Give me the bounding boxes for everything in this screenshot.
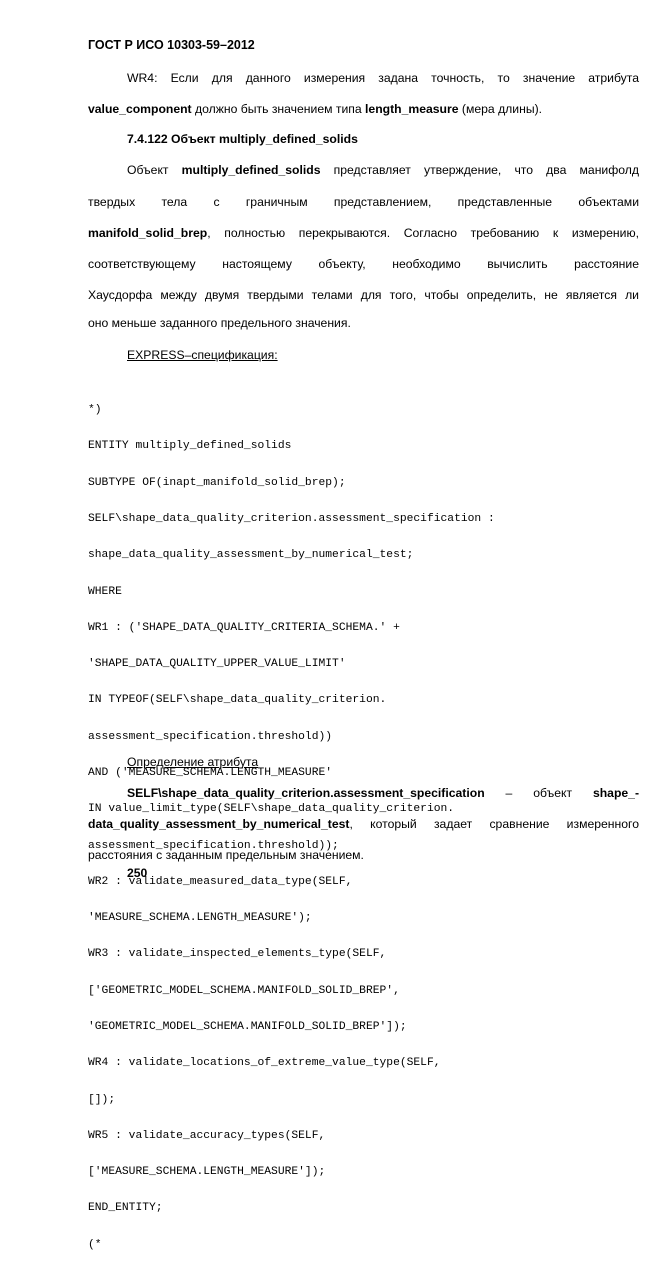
para-text: , полностью перекрываются. Согласно требованию к измерению,	[207, 226, 639, 240]
code-line: IN value_limit_type(SELF\shape_data_quality_criterion.	[88, 803, 455, 816]
code-line: WHERE	[88, 585, 122, 598]
code-line: SUBTYPE OF(inapt_manifold_solid_brep);	[88, 476, 346, 489]
code-line: []);	[88, 1093, 116, 1106]
code-line: WR5 : validate_accuracy_types(SELF,	[88, 1129, 326, 1142]
manifold-solid-brep-term: manifold_solid_brep	[88, 226, 208, 240]
code-line: SELF\shape_data_quality_criterion.assessment_specification :	[88, 513, 495, 526]
section-title: 7.4.122 Объект multiply_defined_solids	[127, 132, 358, 146]
para-line-3	[88, 226, 639, 240]
wr4-text: должно быть значением типа	[191, 102, 366, 116]
code-line: assessment_specification.threshold))	[88, 730, 333, 743]
shape-term-part1: shape_-	[592, 786, 639, 800]
multiply-defined-solids-term: multiply_defined_solids	[181, 163, 321, 177]
code-line: ['MEASURE_SCHEMA.LENGTH_MEASURE']);	[88, 1166, 326, 1179]
page-number: 250	[127, 866, 148, 880]
para-text: представляет утверждение, что два манифолд	[320, 163, 639, 177]
length-measure-term: length_measure	[365, 102, 459, 116]
code-line: shape_data_quality_assessment_by_numerical_test;	[88, 549, 414, 562]
attr-line-1	[127, 786, 639, 800]
code-line: AND ('MEASURE_SCHEMA.LENGTH_MEASURE'	[88, 767, 333, 779]
wr4-line-1: WR4: Если для данного измерения задана точность, то значение атрибута	[127, 71, 639, 85]
assessment-specification-term: SELF\shape_data_quality_criterion.assessment_specification	[127, 786, 485, 800]
code-line: assessment_specification.threshold));	[88, 839, 339, 852]
shape-term-part2: data_quality_assessment_by_numerical_test	[88, 817, 350, 831]
code-line: ['GEOMETRIC_MODEL_SCHEMA.MANIFOLD_SOLID_BREP',	[88, 984, 400, 997]
code-line: WR2 : validate_measured_data_type(SELF,	[88, 875, 353, 888]
attribute-heading: Определение атрибута	[127, 755, 259, 769]
document-header: ГОСТ Р ИСО 10303-59–2012	[88, 38, 255, 52]
code-line: IN TYPEOF(SELF\shape_data_quality_criterion.	[88, 694, 387, 707]
attr-line-2	[88, 817, 639, 831]
code-line: 'GEOMETRIC_MODEL_SCHEMA.MANIFOLD_SOLID_BREP']);	[88, 1020, 407, 1033]
code-line: *)	[88, 404, 102, 417]
para-line-4: соответствующему настоящему объекту, необходимо вычислить расстояние	[88, 257, 639, 271]
express-heading: EXPRESS–спецификация:	[127, 348, 278, 362]
code-line: WR4 : validate_locations_of_extreme_value_type(SELF,	[88, 1057, 441, 1070]
para-line-6: оно меньше заданного предельного значения.	[88, 316, 351, 330]
para-line-5: Хаусдорфа между двумя твердыми телами для того, чтобы определить, не является ли	[88, 288, 639, 302]
code-line: (*	[88, 1238, 102, 1251]
code-line: WR3 : validate_inspected_elements_type(SELF,	[88, 948, 387, 961]
wr4-tail: (мера длины).	[458, 102, 543, 116]
code-line: ENTITY multiply_defined_solids	[88, 440, 292, 453]
code-line: END_ENTITY;	[88, 1202, 163, 1215]
code-line: 'SHAPE_DATA_QUALITY_UPPER_VALUE_LIMIT'	[88, 658, 346, 671]
para-text: Объект	[127, 163, 182, 177]
code-line: WR1 : ('SHAPE_DATA_QUALITY_CRITERIA_SCHEMA.' +	[88, 621, 400, 634]
attr-text: , который задает сравнение измеренного	[349, 817, 639, 831]
para-line-1	[127, 163, 639, 177]
para-line-2: твердых тела с граничным представлением, представленные объектами	[88, 195, 639, 209]
attr-text: – объект	[484, 786, 593, 800]
wr4-line-2	[88, 102, 542, 116]
value-component-term: value_component	[88, 102, 192, 116]
code-line: 'MEASURE_SCHEMA.LENGTH_MEASURE');	[88, 912, 312, 925]
attr-line-3: расстояния с заданным предельным значением.	[88, 848, 364, 862]
